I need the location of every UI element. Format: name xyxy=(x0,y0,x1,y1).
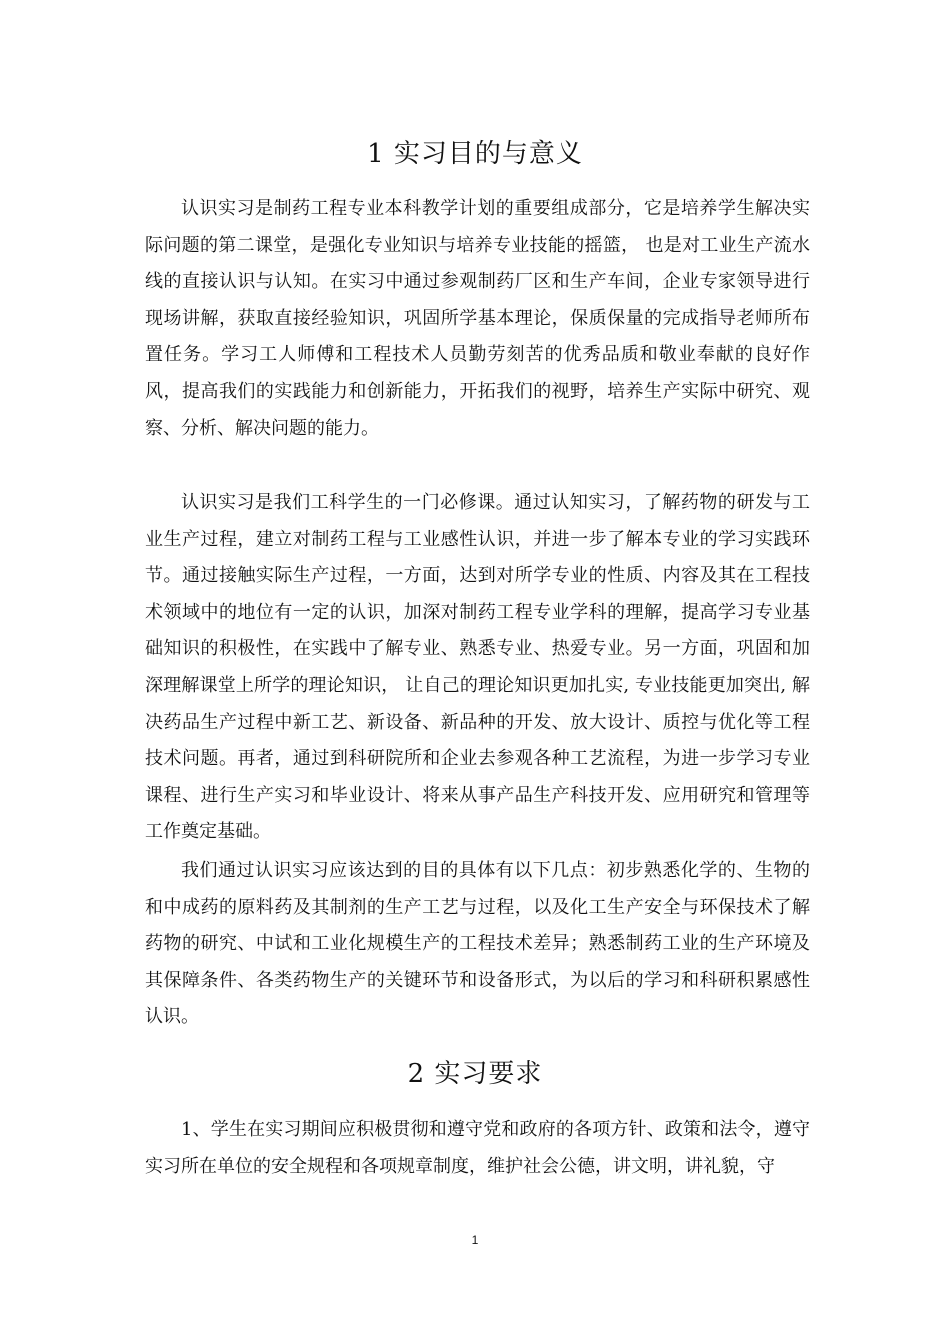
paragraph-purpose-3: 我们通过认识实习应该达到的目的具体有以下几点：初步熟悉化学的、生物的和中成药的原料药及其制剂的生产工艺与过程，以及化工生产安全与环保技术了解药物的研究、中试和工业化规模生产的工程技术差异；熟悉制药工业的生产环境及其保障条件、各类药物生产的关键环节和设备形式，为以后的学习和科研积累感性认识。 xyxy=(145,860,810,1028)
paragraph-purpose-1: 认识实习是制药工程专业本科教学计划的重要组成部分，它是培养学生解决实际问题的第二课堂，是强化专业知识与培养专业技能的摇篮， 也是对工业生产流水线的直接认识与认知。在实习中通过参观制药厂区和生产车间，企业专家领导进行现场讲解，获取直接经验知识，巩固所学基本理论，保质保量的完成指导老师所布置任务。学习工人师傅和工程技术人员勤劳刻苦的优秀品质和敬业奉献的良好作风，提高我们的实践能力和创新能力，开拓我们的视野，培养生产实际中研究、观察、分析、解决问题的能力。 xyxy=(145,198,810,439)
paragraph-purpose-2: 认识实习是我们工科学生的一门必修课。通过认知实习，了解药物的研发与工业生产过程，建立对制药工程与工业感性认识，并进一步了解本专业的学习实践环节。通过接触实际生产过程，一方面，达到对所学专业的性质、内容及其在工程技术领域中的地位有一定的认识，加深对制药工程专业学科的理解，提高学习专业基础知识的积极性，在实践中了解专业、熟悉专业、热爱专业。另一方面，巩固和加深理解课堂上所学的理论知识， 让自己的理论知识更加扎实, 专业技能更加突出, 解决药品生产过程中新工艺、新设备、新品种的开发、放大设计、质控与优化等工程技术问题。再者，通过到科研院所和企业去参观各种工艺流程，为进一步学习专业课程、进行生产实习和毕业设计、将来从事产品生产科技开发、应用研究和管理等工作奠定基础。 xyxy=(145,492,810,843)
section-heading-purpose: 1 实习目的与意义 xyxy=(367,139,583,169)
section-heading-requirements: 2 实习要求 xyxy=(407,1059,543,1089)
page-number: 1 xyxy=(471,1233,479,1247)
paragraph-requirements-1: 1、学生在实习期间应积极贯彻和遵守党和政府的各项方针、政策和法令，遵守实习所在单位的安全规程和各项规章制度，维护社会公德，讲文明，讲礼貌，守 xyxy=(145,1119,810,1177)
